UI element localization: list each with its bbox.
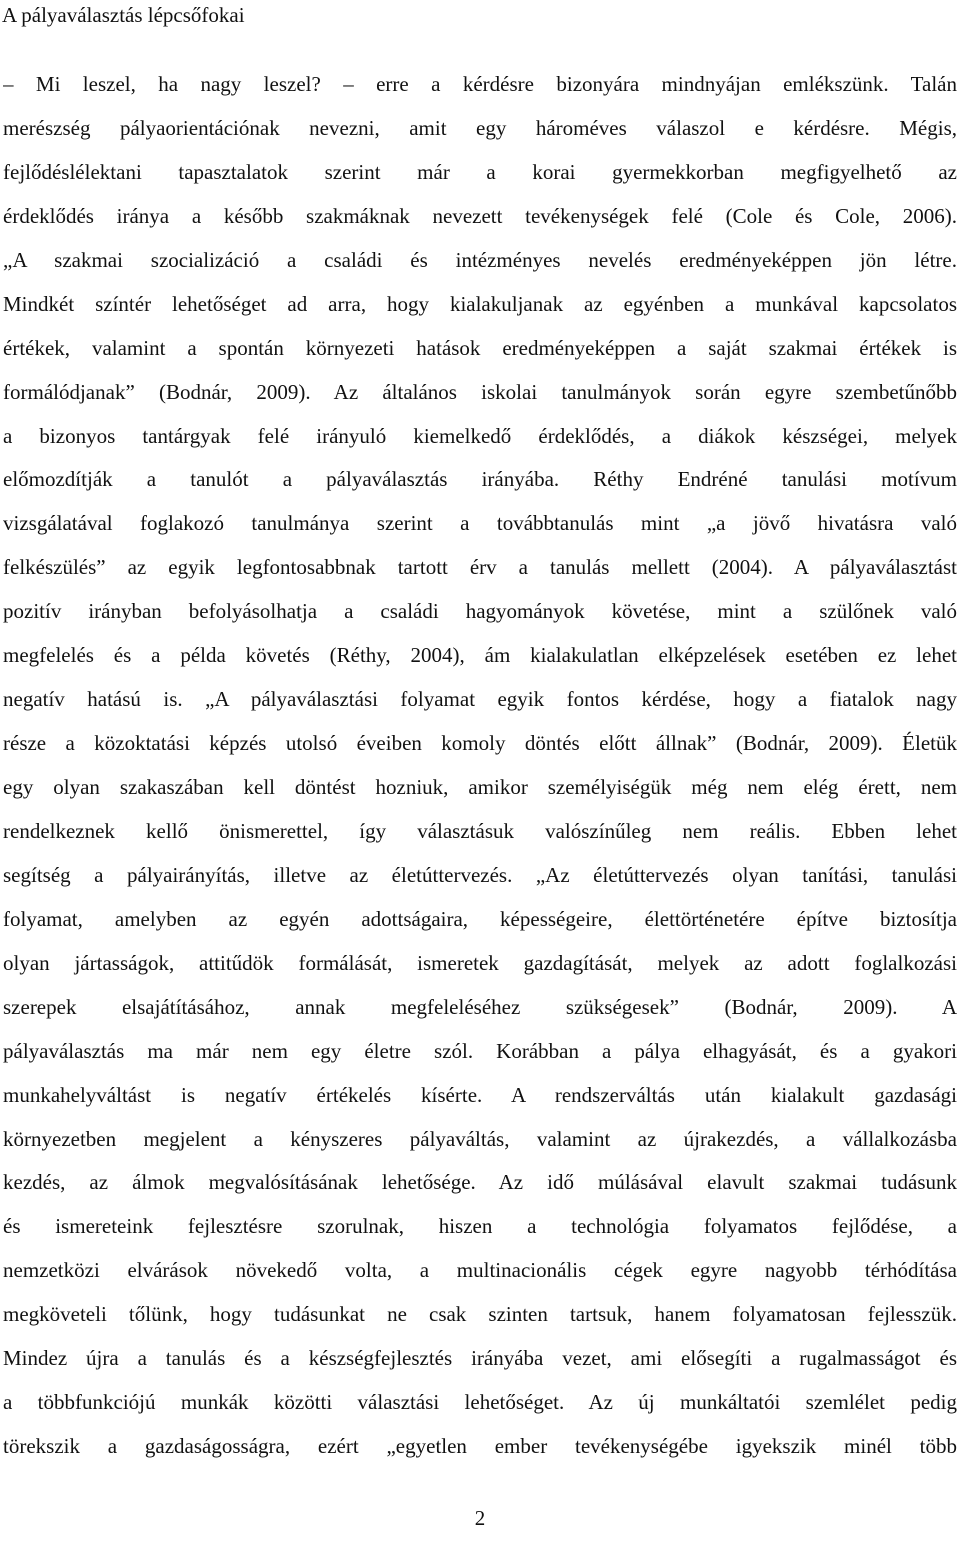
- text-line: megköveteli tőlünk, hogy tudásunkat ne csak szinten tartsuk, hanem folyamatosan fejlesszük.: [3, 1302, 957, 1327]
- text-line: segítség a pályairányítás, illetve az életúttervezés. „Az életúttervezés olyan tanítási, tanulási: [3, 862, 957, 887]
- text-line: értékek, valamint a spontán környezeti hatások eredményeképpen a saját szakmai értékek is: [3, 335, 957, 360]
- text-line: pozitív irányban befolyásolhatja a családi hagyományok követése, mint a szülőnek való: [3, 599, 957, 624]
- text-line: vizsgálatával foglakozó tanulmánya szerint a továbbtanulás mint „a jövő hivatásra való: [3, 511, 957, 536]
- text-line: negatív hatású is. „A pályaválasztási folyamat egyik fontos kérdése, hogy a fiatalok nagy: [3, 687, 957, 712]
- text-line: olyan jártasságok, attitűdök formálását, ismeretek gazdagítását, melyek az adott foglalkozási: [3, 950, 957, 975]
- text-line: és ismereteink fejlesztésre szorulnak, hiszen a technológia folyamatos fejlődése, a: [3, 1214, 957, 1239]
- text-line: a bizonyos tantárgyak felé irányuló kiemelkedő érdeklődés, a diákok készségei, melyek: [3, 423, 957, 448]
- text-line: rendelkeznek kellő önismerettel, így választásuk valószínűleg nem reális. Ebben lehet: [3, 818, 957, 843]
- text-line: Mindkét színtér lehetőséget ad arra, hogy kialakuljanak az egyénben a munkával kapcsolatos: [3, 291, 957, 316]
- text-line: felkészülés” az egyik legfontosabbnak tartott érv a tanulás mellett (2004). A pályaválasztást: [3, 555, 957, 580]
- text-line: megfelelés és a példa követés (Réthy, 2004), ám kialakulatlan elképzelések esetében ez lehet: [3, 643, 957, 668]
- text-line: érdeklődés iránya a később szakmáknak nevezett tevékenységek felé (Cole és Cole, 2006).: [3, 203, 957, 228]
- text-line: munkahelyváltást is negatív értékelés kísérte. A rendszerváltás után kialakult gazdasági: [3, 1082, 957, 1107]
- text-line: törekszik a gazdaságosságra, ezért „egyetlen ember tevékenységébe igyekszik minél több: [3, 1434, 957, 1459]
- text-line: előmozdítják a tanulót a pályaválasztás irányába. Réthy Endréné tanulási motívum: [3, 467, 957, 492]
- text-line: a többfunkciójú munkák közötti választási lehetőséget. Az új munkáltatói szemlélet pedig: [3, 1390, 957, 1415]
- body-paragraph: [3, 63, 957, 1469]
- text-line: egy olyan szakaszában kell döntést hozniuk, amikor személyiségük még nem elég érett, nem: [3, 775, 957, 799]
- text-line: környezetben megjelent a kényszeres pályaváltás, valamint az újrakezdés, a vállalkozásba: [3, 1126, 957, 1151]
- page-number: 2: [474, 1506, 486, 1530]
- text-line: fejlődéslélektani tapasztalatok szerint már a korai gyermekkorban megfigyelhető az: [3, 159, 957, 184]
- text-line: merészség pályaorientációnak nevezni, amit egy hároméves válaszol e kérdésre. Mégis,: [3, 115, 957, 140]
- text-line: – Mi leszel, ha nagy leszel? – erre a kérdésre bizonyára mindnyájan emlékszünk. Talán: [3, 72, 957, 96]
- text-line: formálódjanak” (Bodnár, 2009). Az általános iskolai tanulmányok során egyre szembetűnőbb: [3, 379, 957, 404]
- document-title: A pályaválasztás lépcsőfokai: [2, 3, 245, 27]
- text-line: folyamat, amelyben az egyén adottságaira, képességeire, élettörténetére építve biztosítja: [3, 906, 957, 931]
- text-line: Mindez újra a tanulás és a készségfejlesztés irányába vezet, ami elősegíti a rugalmasságot és: [3, 1346, 957, 1371]
- text-line: „A szakmai szocializáció a családi és intézményes nevelés eredményeképpen jön létre.: [3, 247, 957, 272]
- text-line: nemzetközi elvárások növekedő volta, a multinacionális cégek egyre nagyobb térhódítása: [3, 1258, 957, 1283]
- text-line: része a közoktatási képzés utolsó éveiben komoly döntés előtt állnak” (Bodnár, 2009). Életük: [3, 731, 957, 756]
- text-line: szerepek elsajátításához, annak megfeleléséhez szükségesek” (Bodnár, 2009). A: [3, 994, 957, 1019]
- text-line: kezdés, az álmok megvalósításának lehetősége. Az idő múlásával elavult szakmai tudásunk: [3, 1170, 957, 1195]
- text-line: pályaválasztás ma már nem egy életre szól. Korábban a pálya elhagyását, és a gyakori: [3, 1038, 957, 1063]
